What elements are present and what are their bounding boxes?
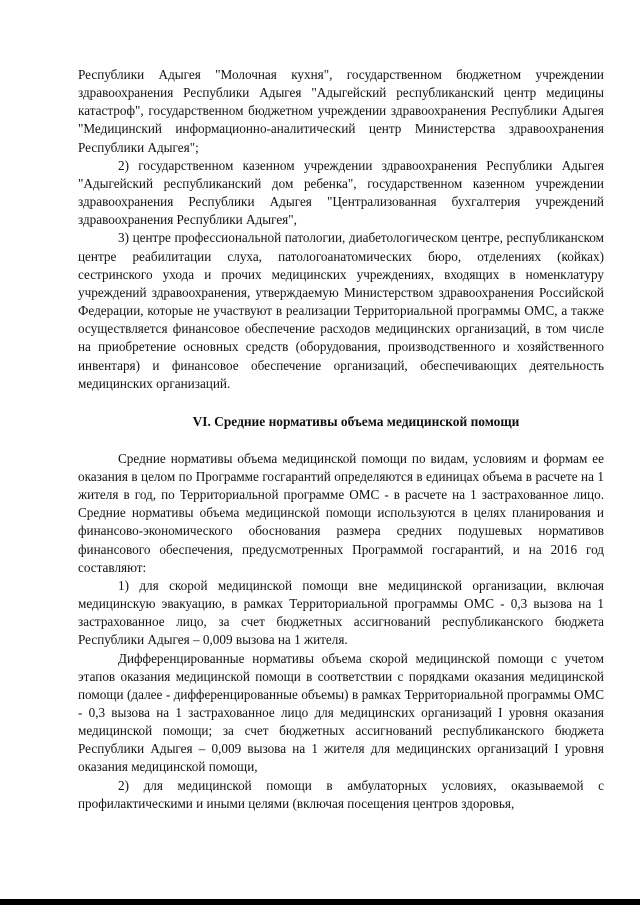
paragraph-item-1-ambulance: 1) для скорой медицинской помощи вне медицинской организации, включая медицинскую эвакуацию, в рамках Территориальной программы ОМС - 0,3 вызова на 1 застрахованное лицо, за счет бюджетных ассигнований республиканского бюджета Республики Адыгея – 0,009 вызова на 1 жителя. [78, 577, 604, 648]
paragraph-item-2: 2) государственном казенном учреждении здравоохранения Республики Адыгея "Адыгейский республиканский дом ребенка", государственном казенном учреждении здравоохранения Республики Адыгея "Централизованная бухгалтерия учреждений здравоохранения Республики Адыгея", [78, 157, 604, 228]
section-heading: VI. Средние нормативы объема медицинской помощи [192, 413, 520, 429]
paragraph-item-2-outpatient: 2) для медицинской помощи в амбулаторных условиях, оказываемой с профилактическими и иными целями (включая посещения центров здоровья, [78, 777, 604, 811]
paragraph-continued-institutions: Республики Адыгея "Молочная кухня", государственном бюджетном учреждении здравоохранения Республики Адыгея "Адыгейский республиканский центр медицины катастроф", государственном бюджетном учреждении здравоохранения Республики Адыгея "Медицинский информационно-аналитический центр Министерства здравоохранения Республики Адыгея"; [78, 67, 604, 155]
paragraph-item-3: 3) центре профессиональной патологии, диабетологическом центре, республиканском центре реабилитации слуха, патологоанатомических бюро, отделениях (койках) сестринского ухода и прочих медицинских учреждениях, входящих в номенклатуру учреждений здравоохранения, утверждаемую Министерством здравоохранения Российской Федерации, которые не участвуют в реализации Территориальной программы ОМС, а также осуществляется финансовое обеспечение расходов медицинских организаций, в том числе на приобретение основных средств (оборудования, производственного и хозяйственного инвентаря) и финансовое обеспечение организаций, обеспечивающих деятельность медицинских организаций. [78, 230, 604, 391]
paragraph-intro-norms: Средние нормативы объема медицинской помощи по видам, условиям и формам ее оказания в целом по Программе госгарантий определяются в единицах объема в расчете на 1 жителя в год, по Территориальной программе ОМС - в расчете на 1 застрахованное лицо. Средние нормативы объема медицинской помощи используются в целях планирования и финансово-экономического обоснования размера средних подушевых нормативов финансового обеспечения, предусмотренных Программой госгарантий, и на 2016 год составляют: [78, 450, 604, 575]
scan-bottom-edge [0, 899, 640, 905]
paragraph-differentiated-norms: Дифференцированные нормативы объема скорой медицинской помощи с учетом этапов оказания медицинской помощи в соответствии с порядками оказания медицинской помощи (далее - дифференцированные объемы) в рамках Территориальной программы ОМС - 0,3 вызова на 1 застрахованное лицо для медицинских организаций I уровня оказания медицинской помощи; за счет бюджетных ассигнований республиканского бюджета Республики Адыгея – 0,009 вызова на 1 жителя для медицинских организаций I уровня оказания медицинской помощи, [78, 650, 604, 775]
document-page [78, 66, 604, 813]
